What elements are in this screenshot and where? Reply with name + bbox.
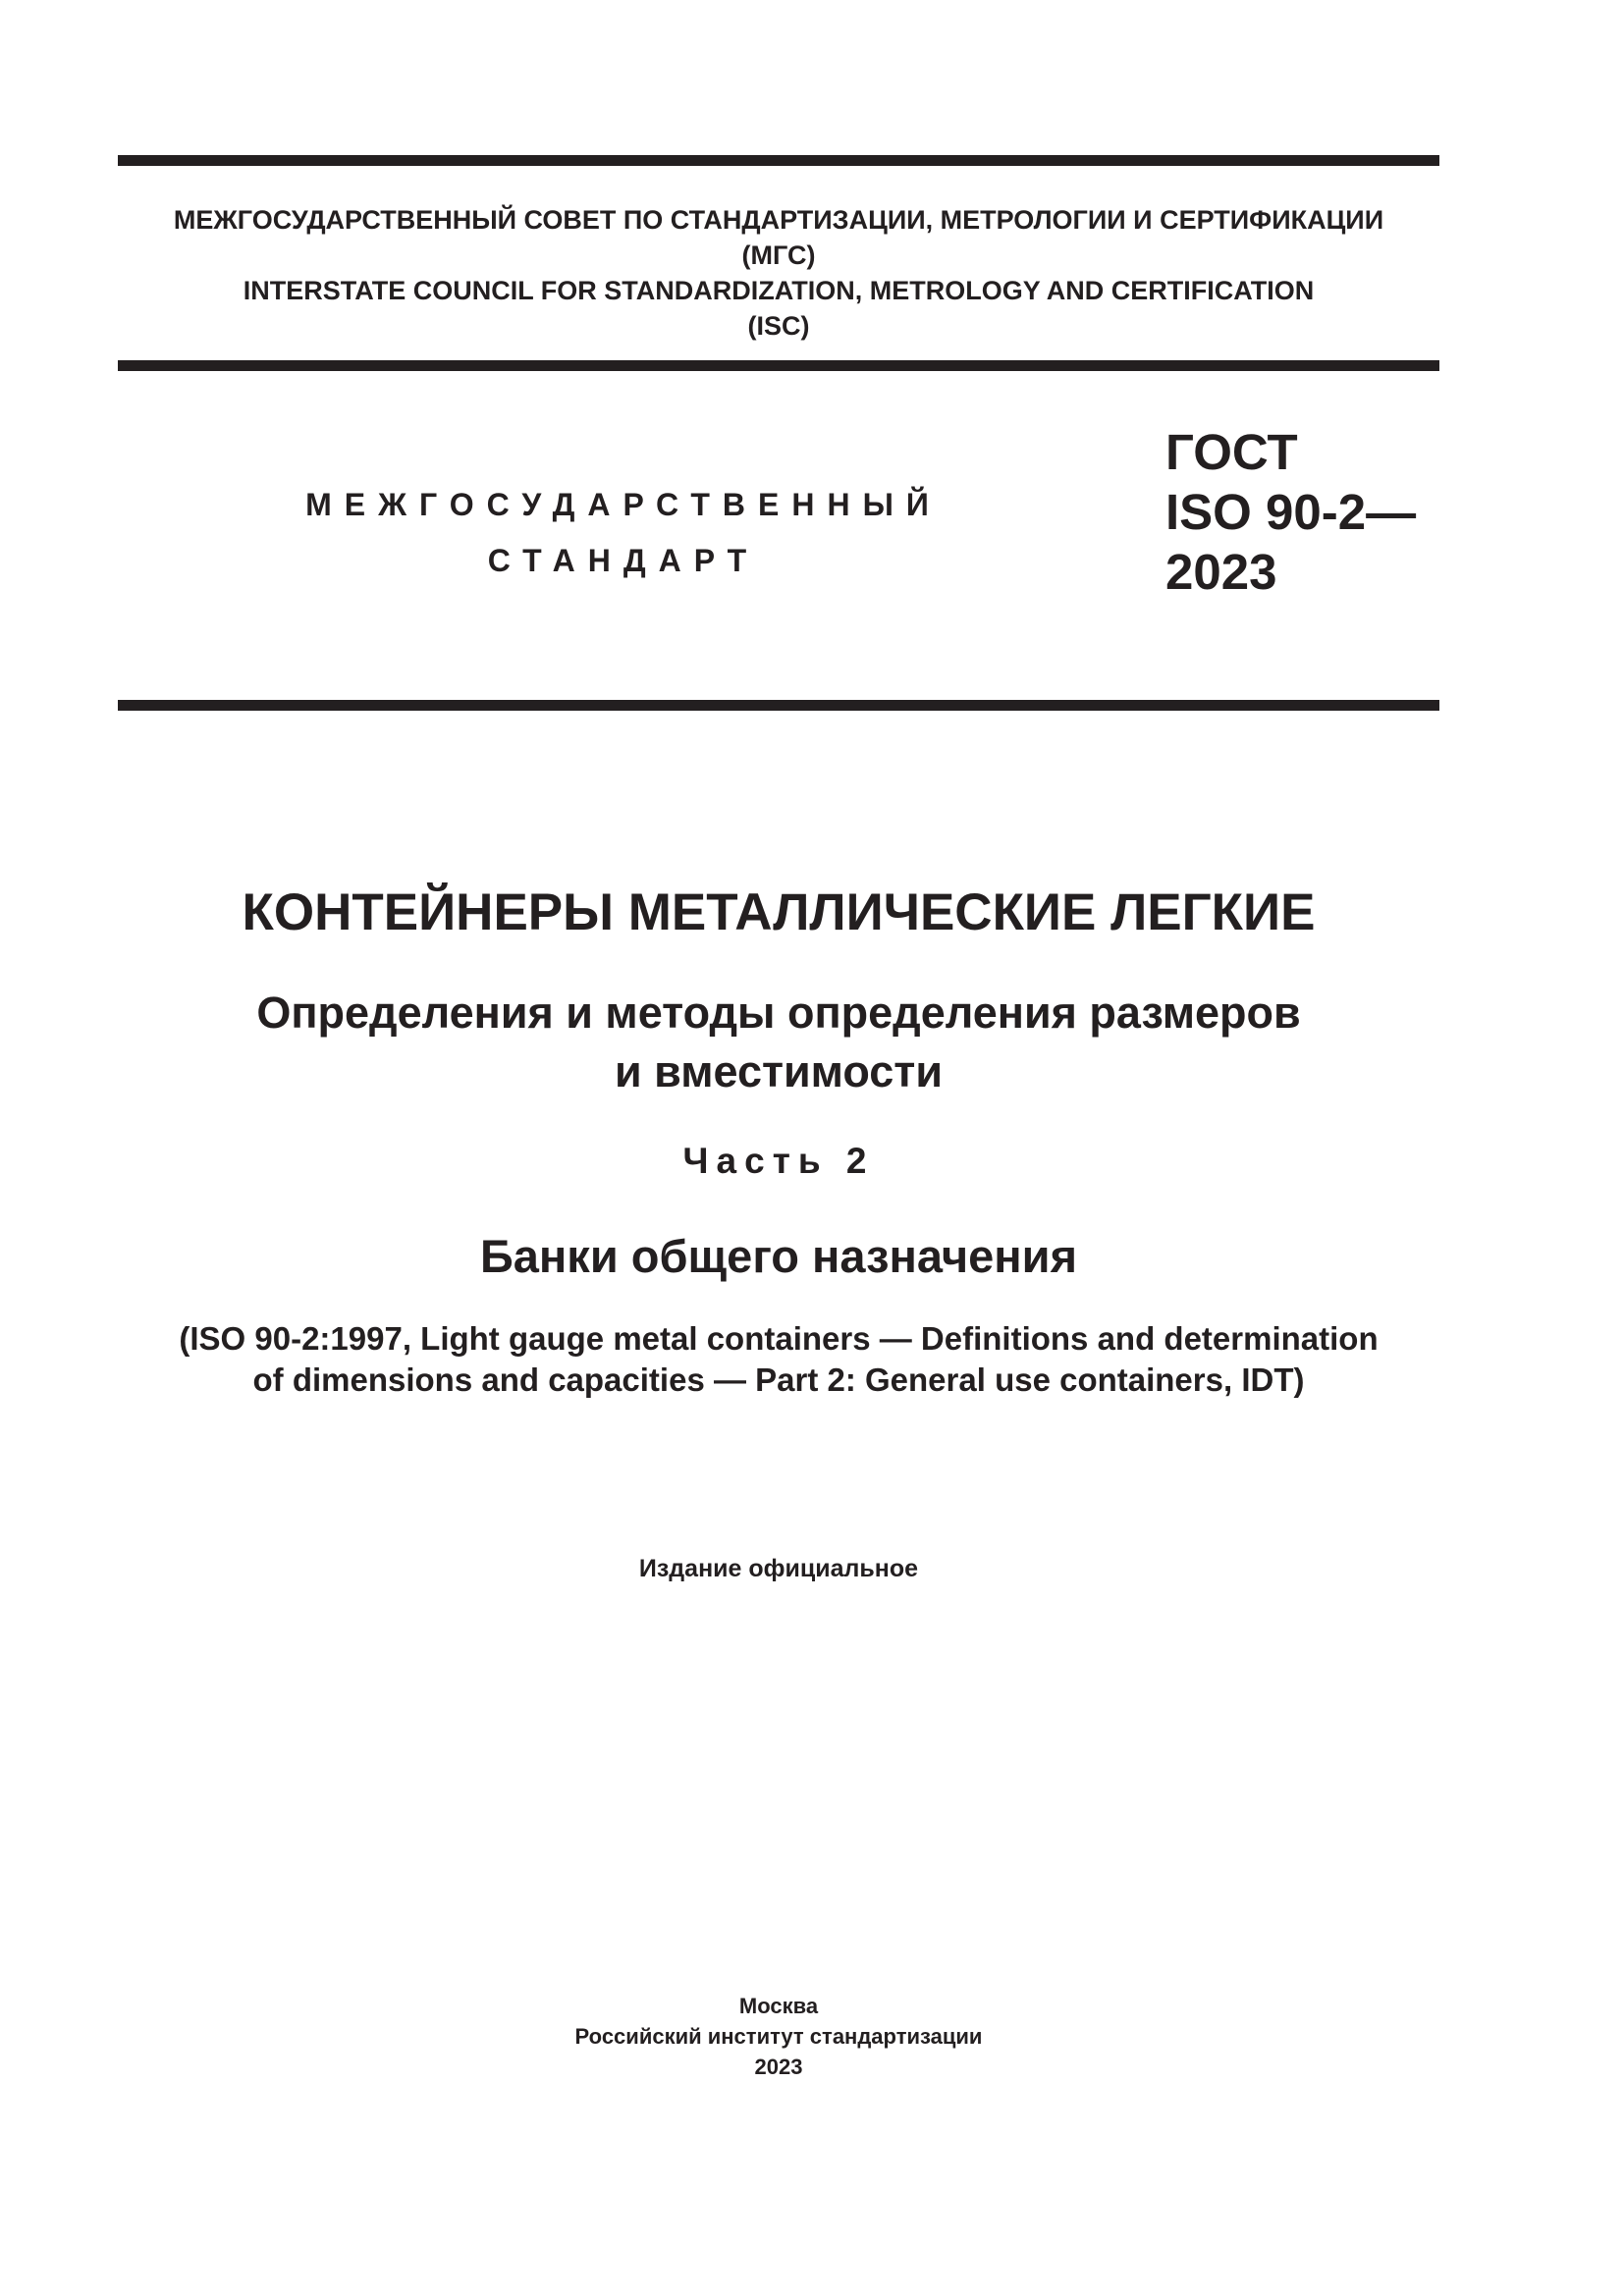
iso-reference xyxy=(118,1318,1439,1401)
standard-type-line1: МЕЖГОСУДАРСТВЕННЫЙ xyxy=(305,487,942,522)
iso-reference-line2: of dimensions and capacities — Part 2: General use containers, IDT) xyxy=(252,1362,1305,1398)
designation-line1: ГОСТ xyxy=(1165,424,1298,480)
subtitle xyxy=(118,984,1439,1101)
iso-reference-line1: (ISO 90-2:1997, Light gauge metal containers — Definitions and determination xyxy=(179,1320,1379,1357)
subtitle-line2: и вместимости xyxy=(614,1046,943,1096)
imprint xyxy=(118,1991,1439,2082)
council-rule xyxy=(118,360,1439,371)
part-label: Часть 2 xyxy=(682,1141,875,1181)
designation-line3: 2023 xyxy=(1165,544,1277,600)
edition-label: Издание официальное xyxy=(638,1555,919,1582)
standard-type-line2: СТАНДАРТ xyxy=(487,543,760,578)
designation-line2: ISO 90-2— xyxy=(1165,484,1417,540)
subtitle-line1: Определения и методы определения размеров xyxy=(256,988,1301,1038)
imprint-city: Москва xyxy=(738,1994,819,2018)
part-title: Банки общего назначения xyxy=(480,1230,1077,1282)
council-abbr-en: (ISC) xyxy=(747,311,810,341)
imprint-publisher: Российский институт стандартизации xyxy=(574,2024,983,2049)
council-name-en: INTERSTATE COUNCIL FOR STANDARDIZATION, METROLOGY AND CERTIFICATION xyxy=(243,276,1315,305)
council-name-ru: МЕЖГОСУДАРСТВЕННЫЙ СОВЕТ ПО СТАНДАРТИЗАЦИИ, МЕТРОЛОГИИ И СЕРТИФИКАЦИИ xyxy=(173,205,1384,235)
imprint-year: 2023 xyxy=(754,2055,803,2079)
main-title: КОНТЕЙНЕРЫ МЕТАЛЛИЧЕСКИЕ ЛЕГКИЕ xyxy=(242,883,1316,941)
council-header xyxy=(118,202,1439,344)
standard-type xyxy=(196,477,1051,589)
council-abbr-ru: (МГС) xyxy=(741,240,816,270)
top-rule xyxy=(118,155,1439,166)
standard-designation xyxy=(1165,422,1416,602)
standard-rule xyxy=(118,700,1439,711)
